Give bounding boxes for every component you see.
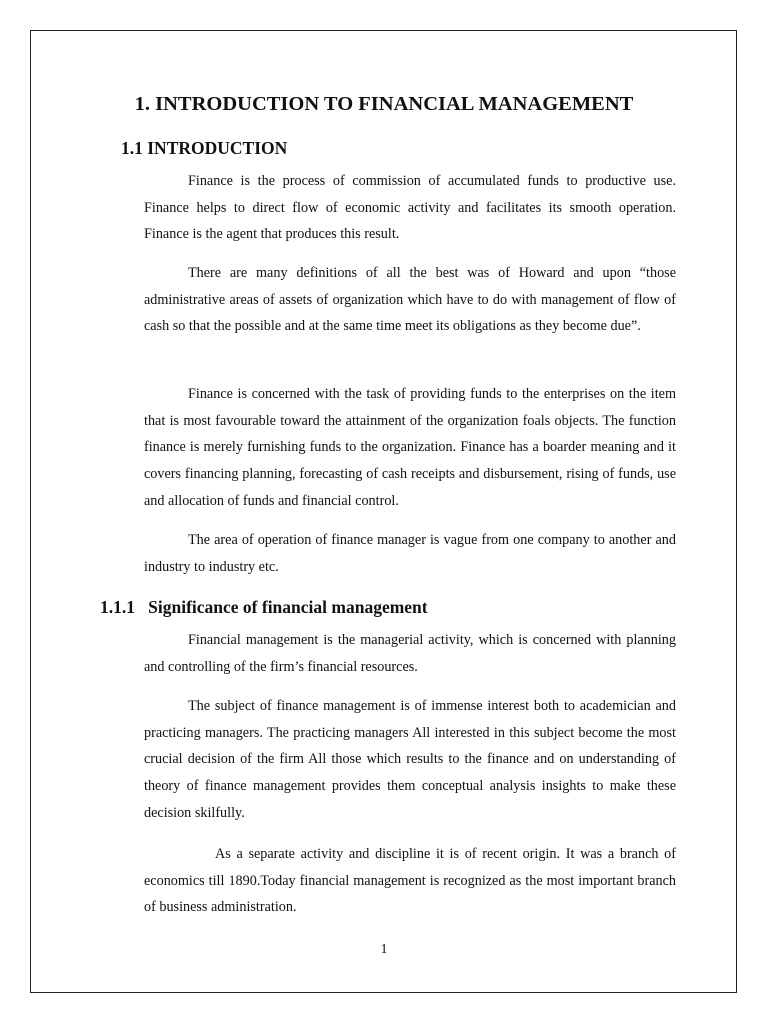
paragraph-1: Finance is the process of commission of accumulated funds to productive use. Finance helps to direct flow of economic activity and facilitates its smooth operation. Finance is the agent that produces this result.	[144, 173, 676, 243]
subsection-title: Significance of financial management	[148, 597, 428, 617]
paragraph-2: There are many definitions of all the best was of Howard and upon “those administrative areas of assets of organization which have to do with management of flow of cash so that the possible and at the same time meet its obligations as they become due”.	[144, 265, 676, 335]
page-title: 1. INTRODUCTION TO FINANCIAL MANAGEMENT	[134, 93, 634, 115]
paragraph-7: As a separate activity and discipline it is of recent origin. It was a branch of economics till 1890.Today financial management is recognized as the most important branch of business administration.	[144, 846, 676, 916]
paragraph-4: The area of operation of finance manager is vague from one company to another and industry to industry etc.	[144, 532, 676, 575]
paragraph-3: Finance is concerned with the task of providing funds to the enterprises on the item that is most favourable toward the attainment of the organization foals objects. The function finance is merely furnishing funds to the organization. Finance has a boarder meaning and it covers financing planning, forecasting of cash receipts and disbursement, rising of funds, use and allocation of funds and financial control.	[144, 386, 676, 509]
subsection-heading	[100, 597, 428, 618]
section-heading: 1.1 INTRODUCTION	[121, 138, 288, 158]
subsection-number: 1.1.1	[100, 597, 135, 617]
page-number: 1	[380, 942, 388, 957]
paragraph-6: The subject of finance management is of immense interest both to academician and practicing managers. The practicing managers All interested in this subject become the most crucial decision of the firm All those which results to the finance and on understanding of theory of finance management provides them conceptual analysis insights to make these decision skilfully.	[144, 698, 676, 821]
paragraph-5: Financial management is the managerial activity, which is concerned with planning and controlling of the firm’s financial resources.	[144, 632, 676, 675]
